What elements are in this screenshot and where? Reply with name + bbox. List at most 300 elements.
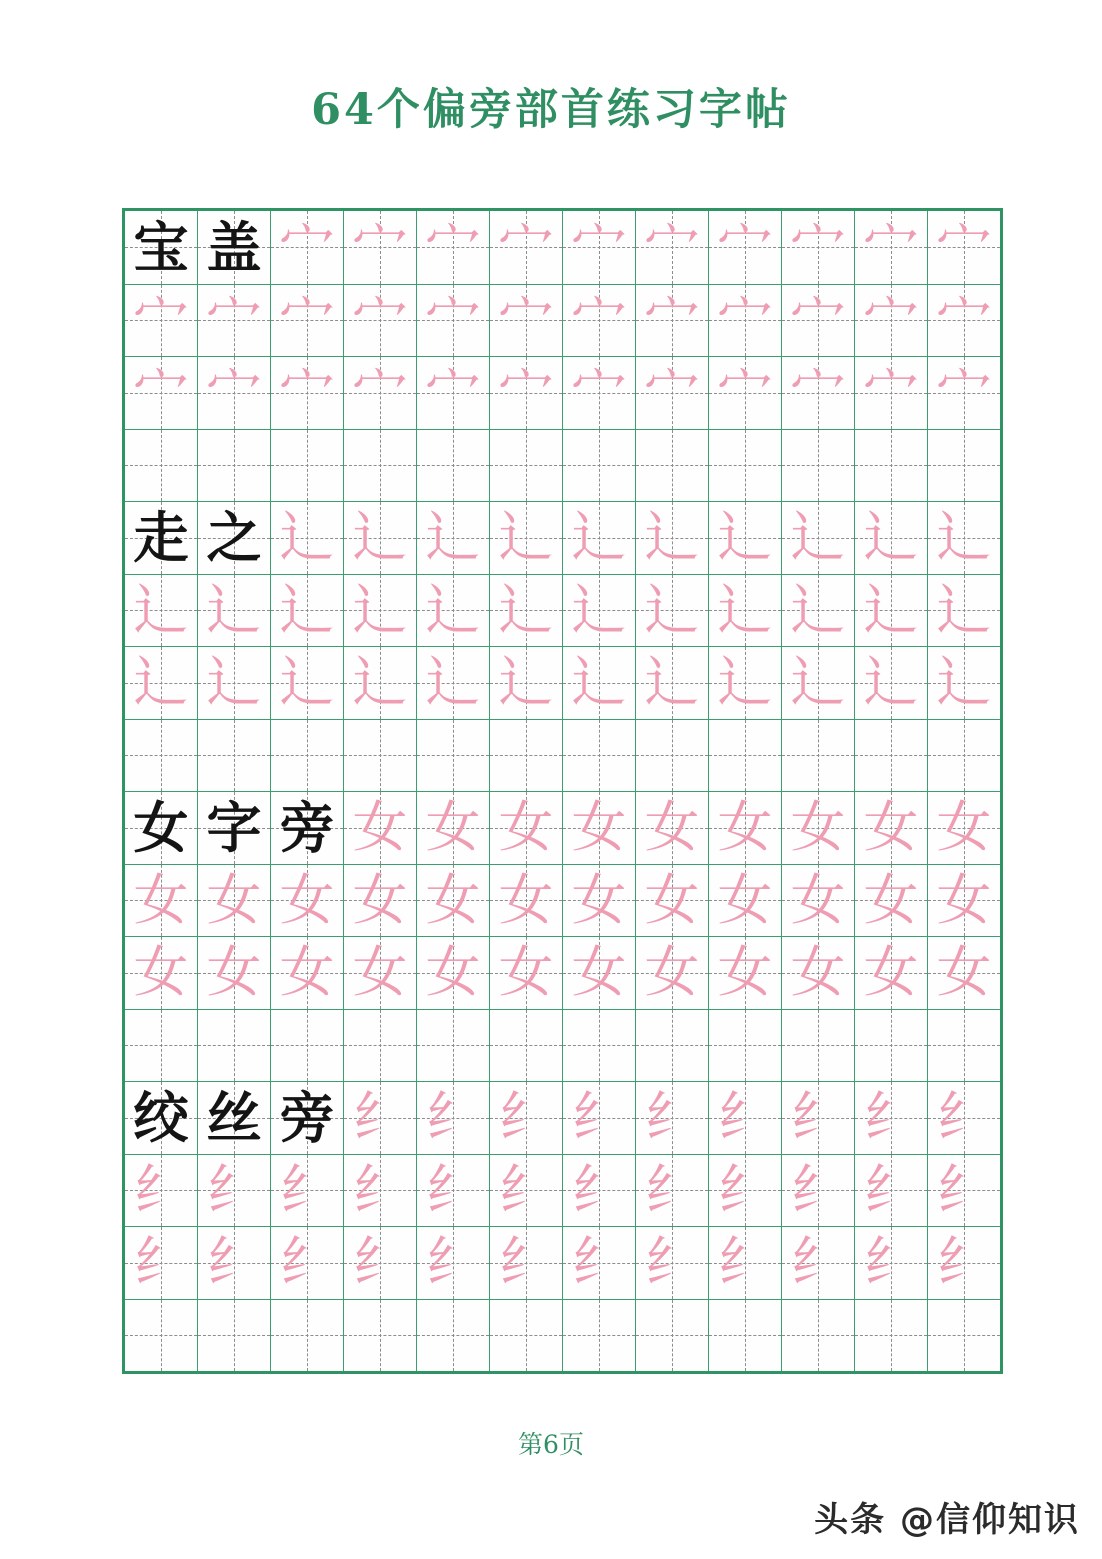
grid-cell-trace-bao-gai	[635, 211, 708, 284]
grid-cell-empty	[635, 720, 708, 792]
grid-cell-empty	[854, 1010, 927, 1082]
trace-character: 宀	[571, 287, 627, 352]
trace-character: 辶	[790, 650, 846, 715]
trace-character: 女	[425, 795, 481, 860]
grid-cell-empty	[270, 1300, 343, 1372]
grid-cell-trace-jiao-si-pang	[416, 1082, 489, 1154]
page-title: 64个偏旁部首练习字帖	[311, 85, 791, 135]
trace-character: 女	[279, 867, 335, 932]
grid-cell-trace-nv-zi-pang	[125, 865, 197, 937]
trace-character: 辶	[498, 505, 554, 570]
trace-character: 辶	[644, 650, 700, 715]
trace-character: 纟	[498, 1157, 554, 1222]
grid-cell-trace-jiao-si-pang	[927, 1227, 1000, 1299]
trace-character: 女	[498, 940, 554, 1005]
trace-character: 宀	[790, 287, 846, 352]
trace-character: 辶	[352, 650, 408, 715]
grid-cell-trace-nv-zi-pang	[927, 937, 1000, 1009]
grid-cell-empty	[708, 430, 781, 502]
trace-character: 纟	[425, 1157, 481, 1222]
trace-character: 纟	[352, 1157, 408, 1222]
trace-character: 纟	[790, 1230, 846, 1295]
grid-cell-empty	[781, 430, 854, 502]
grid-cell-trace-bao-gai	[927, 211, 1000, 284]
grid-cell-trace-zou-zhi	[635, 502, 708, 574]
grid-cell-trace-zou-zhi	[416, 575, 489, 647]
grid-cell-label-zou-zhi	[125, 502, 197, 574]
trace-character: 女	[133, 940, 189, 1005]
trace-character: 辶	[644, 577, 700, 642]
grid-cell-empty	[270, 1010, 343, 1082]
grid-cell-trace-bao-gai	[708, 357, 781, 429]
trace-character: 纟	[863, 1085, 919, 1150]
grid-cell-trace-jiao-si-pang	[635, 1155, 708, 1227]
trace-character: 纟	[498, 1085, 554, 1150]
grid-cell-trace-bao-gai	[708, 285, 781, 357]
grid-cell-trace-nv-zi-pang	[343, 865, 416, 937]
grid-cell-trace-nv-zi-pang	[343, 937, 416, 1009]
trace-character: 纟	[571, 1157, 627, 1222]
trace-character: 纟	[352, 1085, 408, 1150]
grid-cell-trace-bao-gai	[489, 285, 562, 357]
grid-cell-trace-nv-zi-pang	[708, 865, 781, 937]
trace-character: 辶	[279, 577, 335, 642]
trace-character: 宀	[717, 214, 773, 279]
trace-character: 宀	[790, 360, 846, 425]
trace-character: 辶	[571, 505, 627, 570]
grid-cell-empty	[489, 1300, 562, 1372]
grid-cell-empty	[562, 430, 635, 502]
trace-character: 纟	[863, 1157, 919, 1222]
grid-cell-empty	[125, 720, 197, 792]
grid-cell-trace-nv-zi-pang	[635, 792, 708, 864]
grid-row	[125, 1081, 1000, 1154]
trace-character: 宀	[352, 360, 408, 425]
grid-cell-trace-bao-gai	[781, 211, 854, 284]
label-character: 旁	[279, 1085, 335, 1151]
trace-character: 女	[206, 940, 262, 1005]
trace-character: 纟	[571, 1085, 627, 1150]
trace-character: 女	[936, 795, 992, 860]
grid-cell-trace-bao-gai	[781, 357, 854, 429]
trace-character: 辶	[425, 577, 481, 642]
grid-cell-empty	[489, 1010, 562, 1082]
trace-character: 宀	[571, 214, 627, 279]
grid-cell-trace-jiao-si-pang	[708, 1082, 781, 1154]
trace-character: 宀	[644, 360, 700, 425]
grid-cell-trace-zou-zhi	[635, 575, 708, 647]
grid-cell-trace-nv-zi-pang	[416, 937, 489, 1009]
trace-character: 辶	[352, 505, 408, 570]
grid-cell-empty	[343, 1010, 416, 1082]
grid-cell-trace-bao-gai	[489, 211, 562, 284]
trace-character: 女	[498, 867, 554, 932]
trace-character: 辶	[717, 650, 773, 715]
trace-character: 辶	[790, 577, 846, 642]
grid-cell-trace-bao-gai	[562, 357, 635, 429]
grid-cell-trace-zou-zhi	[416, 647, 489, 719]
grid-cell-trace-jiao-si-pang	[781, 1227, 854, 1299]
grid-cell-trace-bao-gai	[343, 285, 416, 357]
grid-cell-trace-jiao-si-pang	[781, 1082, 854, 1154]
grid-cell-trace-bao-gai	[270, 357, 343, 429]
trace-character: 辶	[425, 505, 481, 570]
grid-cell-empty	[854, 1300, 927, 1372]
grid-cell-trace-zou-zhi	[562, 647, 635, 719]
grid-cell-empty	[781, 1010, 854, 1082]
trace-character: 纟	[717, 1230, 773, 1295]
grid-cell-trace-zou-zhi	[927, 647, 1000, 719]
trace-character: 辶	[936, 505, 992, 570]
grid-cell-trace-bao-gai	[416, 357, 489, 429]
grid-cell-trace-jiao-si-pang	[854, 1155, 927, 1227]
trace-character: 宀	[206, 360, 262, 425]
grid-row	[125, 284, 1000, 357]
trace-character: 辶	[717, 577, 773, 642]
grid-cell-trace-zou-zhi	[343, 502, 416, 574]
trace-character: 辶	[863, 650, 919, 715]
trace-character: 纟	[936, 1085, 992, 1150]
grid-cell-trace-nv-zi-pang	[489, 792, 562, 864]
trace-character: 宀	[498, 287, 554, 352]
trace-character: 纟	[717, 1157, 773, 1222]
grid-cell-trace-bao-gai	[125, 357, 197, 429]
grid-cell-trace-jiao-si-pang	[708, 1155, 781, 1227]
grid-cell-empty	[197, 720, 270, 792]
grid-cell-empty	[416, 1300, 489, 1372]
grid-cell-empty	[489, 430, 562, 502]
grid-cell-trace-bao-gai	[197, 357, 270, 429]
grid-cell-trace-nv-zi-pang	[489, 937, 562, 1009]
grid-cell-trace-nv-zi-pang	[197, 865, 270, 937]
trace-character: 女	[717, 795, 773, 860]
grid-cell-empty	[854, 430, 927, 502]
trace-character: 纟	[936, 1157, 992, 1222]
label-character: 绞	[133, 1085, 189, 1151]
trace-character: 纟	[206, 1230, 262, 1295]
trace-character: 女	[571, 940, 627, 1005]
grid-cell-trace-jiao-si-pang	[489, 1227, 562, 1299]
grid-cell-empty	[489, 720, 562, 792]
grid-row	[125, 646, 1000, 719]
grid-cell-trace-jiao-si-pang	[197, 1155, 270, 1227]
grid-cell-label-nv-zi-pang	[125, 792, 197, 864]
trace-character: 辶	[279, 505, 335, 570]
grid-row	[125, 864, 1000, 937]
label-character: 之	[206, 505, 262, 571]
grid-row	[125, 356, 1000, 429]
grid-cell-trace-bao-gai	[562, 285, 635, 357]
trace-character: 纟	[352, 1230, 408, 1295]
grid-row	[125, 429, 1000, 502]
grid-cell-trace-bao-gai	[562, 211, 635, 284]
grid-cell-trace-jiao-si-pang	[270, 1155, 343, 1227]
trace-character: 女	[644, 867, 700, 932]
grid-cell-trace-jiao-si-pang	[927, 1082, 1000, 1154]
grid-cell-empty	[416, 1010, 489, 1082]
trace-character: 宀	[936, 360, 992, 425]
grid-cell-label-bao-gai	[197, 211, 270, 284]
grid-cell-empty	[197, 430, 270, 502]
watermark: 头条 @信仰知识	[814, 1500, 1080, 1540]
grid-cell-trace-nv-zi-pang	[270, 937, 343, 1009]
grid-cell-trace-bao-gai	[125, 285, 197, 357]
grid-cell-trace-nv-zi-pang	[416, 792, 489, 864]
grid-cell-trace-jiao-si-pang	[125, 1227, 197, 1299]
grid-row	[125, 936, 1000, 1009]
grid-cell-trace-nv-zi-pang	[927, 792, 1000, 864]
grid-cell-label-jiao-si-pang	[270, 1082, 343, 1154]
grid-cell-empty	[708, 1300, 781, 1372]
trace-character: 女	[352, 795, 408, 860]
trace-character: 辶	[863, 505, 919, 570]
trace-character: 宀	[644, 287, 700, 352]
trace-character: 女	[717, 940, 773, 1005]
trace-character: 辶	[717, 505, 773, 570]
grid-cell-trace-bao-gai	[197, 285, 270, 357]
grid-cell-trace-bao-gai	[781, 285, 854, 357]
trace-character: 纟	[644, 1157, 700, 1222]
trace-character: 纟	[279, 1157, 335, 1222]
trace-character: 女	[717, 867, 773, 932]
grid-cell-trace-jiao-si-pang	[854, 1227, 927, 1299]
grid-cell-trace-zou-zhi	[125, 575, 197, 647]
trace-character: 女	[279, 940, 335, 1005]
grid-cell-label-nv-zi-pang	[197, 792, 270, 864]
grid-cell-trace-zou-zhi	[270, 647, 343, 719]
grid-cell-trace-jiao-si-pang	[416, 1155, 489, 1227]
grid-cell-trace-zou-zhi	[854, 575, 927, 647]
grid-cell-empty	[635, 1010, 708, 1082]
grid-cell-trace-nv-zi-pang	[635, 865, 708, 937]
grid-cell-trace-jiao-si-pang	[343, 1082, 416, 1154]
trace-character: 辶	[498, 577, 554, 642]
grid-cell-empty	[781, 1300, 854, 1372]
trace-character: 纟	[936, 1230, 992, 1295]
trace-character: 女	[644, 940, 700, 1005]
grid-cell-trace-nv-zi-pang	[708, 792, 781, 864]
grid-cell-label-jiao-si-pang	[197, 1082, 270, 1154]
trace-character: 辶	[206, 650, 262, 715]
trace-character: 纟	[644, 1230, 700, 1295]
grid-cell-trace-zou-zhi	[781, 575, 854, 647]
trace-character: 女	[790, 795, 846, 860]
grid-cell-empty	[197, 1300, 270, 1372]
grid-cell-trace-zou-zhi	[416, 502, 489, 574]
grid-cell-trace-nv-zi-pang	[781, 937, 854, 1009]
grid-cell-empty	[562, 1010, 635, 1082]
grid-row	[125, 1154, 1000, 1227]
trace-character: 纟	[644, 1085, 700, 1150]
grid-cell-trace-bao-gai	[927, 285, 1000, 357]
trace-character: 宀	[644, 214, 700, 279]
grid-cell-trace-jiao-si-pang	[343, 1155, 416, 1227]
grid-cell-trace-nv-zi-pang	[854, 937, 927, 1009]
trace-character: 纟	[498, 1230, 554, 1295]
trace-character: 女	[644, 795, 700, 860]
grid-cell-trace-bao-gai	[927, 357, 1000, 429]
trace-character: 宀	[498, 360, 554, 425]
grid-cell-trace-zou-zhi	[562, 502, 635, 574]
grid-cell-empty	[635, 1300, 708, 1372]
trace-character: 宀	[206, 287, 262, 352]
grid-cell-empty	[125, 1300, 197, 1372]
grid-cell-trace-zou-zhi	[562, 575, 635, 647]
trace-character: 纟	[425, 1230, 481, 1295]
trace-character: 宀	[863, 214, 919, 279]
trace-character: 辶	[571, 577, 627, 642]
trace-character: 女	[425, 940, 481, 1005]
page-number: 第6页	[518, 1430, 584, 1459]
trace-character: 女	[863, 795, 919, 860]
trace-character: 宀	[936, 287, 992, 352]
trace-character: 女	[498, 795, 554, 860]
grid-cell-trace-nv-zi-pang	[197, 937, 270, 1009]
grid-cell-trace-jiao-si-pang	[343, 1227, 416, 1299]
grid-cell-trace-zou-zhi	[708, 502, 781, 574]
grid-cell-empty	[562, 720, 635, 792]
grid-cell-empty	[343, 720, 416, 792]
trace-character: 辶	[352, 577, 408, 642]
trace-character: 纟	[790, 1157, 846, 1222]
grid-cell-trace-nv-zi-pang	[489, 865, 562, 937]
trace-character: 宀	[571, 360, 627, 425]
trace-character: 纟	[133, 1157, 189, 1222]
grid-cell-trace-jiao-si-pang	[416, 1227, 489, 1299]
grid-cell-trace-jiao-si-pang	[562, 1227, 635, 1299]
trace-character: 辶	[133, 650, 189, 715]
grid-cell-trace-bao-gai	[416, 211, 489, 284]
label-character: 走	[133, 505, 189, 571]
grid-row	[125, 791, 1000, 864]
grid-cell-trace-zou-zhi	[708, 647, 781, 719]
grid-cell-trace-zou-zhi	[635, 647, 708, 719]
grid-cell-label-jiao-si-pang	[125, 1082, 197, 1154]
grid-cell-empty	[343, 1300, 416, 1372]
label-character: 宝	[133, 214, 189, 280]
grid-cell-trace-bao-gai	[343, 211, 416, 284]
grid-cell-empty	[125, 430, 197, 502]
grid-cell-trace-zou-zhi	[343, 575, 416, 647]
trace-character: 女	[790, 940, 846, 1005]
label-character: 丝	[206, 1085, 262, 1151]
trace-character: 辶	[790, 505, 846, 570]
label-character: 盖	[206, 214, 262, 280]
trace-character: 纟	[790, 1085, 846, 1150]
grid-cell-trace-jiao-si-pang	[635, 1082, 708, 1154]
grid-cell-empty	[270, 720, 343, 792]
trace-character: 宀	[863, 360, 919, 425]
grid-cell-trace-jiao-si-pang	[927, 1155, 1000, 1227]
grid-cell-trace-bao-gai	[854, 211, 927, 284]
trace-character: 女	[571, 795, 627, 860]
grid-row	[125, 211, 1000, 284]
grid-cell-empty	[708, 1010, 781, 1082]
label-character: 旁	[279, 795, 335, 861]
grid-cell-trace-jiao-si-pang	[562, 1082, 635, 1154]
grid-cell-trace-zou-zhi	[927, 502, 1000, 574]
trace-character: 辶	[936, 650, 992, 715]
grid-cell-trace-jiao-si-pang	[562, 1155, 635, 1227]
grid-cell-label-bao-gai	[125, 211, 197, 284]
trace-character: 辶	[279, 650, 335, 715]
label-character: 女	[133, 795, 189, 861]
trace-character: 女	[352, 867, 408, 932]
grid-cell-trace-zou-zhi	[197, 575, 270, 647]
grid-cell-trace-jiao-si-pang	[489, 1155, 562, 1227]
trace-character: 纟	[717, 1085, 773, 1150]
grid-cell-trace-bao-gai	[416, 285, 489, 357]
grid-cell-empty	[416, 720, 489, 792]
grid-row	[125, 1226, 1000, 1299]
grid-cell-trace-nv-zi-pang	[562, 792, 635, 864]
grid-cell-trace-bao-gai	[343, 357, 416, 429]
label-character: 字	[206, 795, 262, 861]
trace-character: 辶	[644, 505, 700, 570]
grid-cell-trace-zou-zhi	[489, 502, 562, 574]
grid-cell-trace-zou-zhi	[489, 647, 562, 719]
grid-cell-trace-zou-zhi	[781, 647, 854, 719]
trace-character: 纟	[206, 1157, 262, 1222]
grid-cell-trace-bao-gai	[708, 211, 781, 284]
trace-character: 女	[936, 940, 992, 1005]
grid-row	[125, 719, 1000, 792]
grid-cell-trace-zou-zhi	[708, 575, 781, 647]
grid-cell-empty	[781, 720, 854, 792]
grid-row	[125, 1009, 1000, 1082]
grid-cell-trace-bao-gai	[635, 285, 708, 357]
trace-character: 宀	[717, 360, 773, 425]
grid-cell-empty	[854, 720, 927, 792]
grid-cell-empty	[927, 430, 1000, 502]
grid-cell-empty	[708, 720, 781, 792]
grid-cell-trace-bao-gai	[270, 211, 343, 284]
grid-cell-label-nv-zi-pang	[270, 792, 343, 864]
trace-character: 辶	[133, 577, 189, 642]
grid-cell-trace-nv-zi-pang	[343, 792, 416, 864]
grid-cell-trace-jiao-si-pang	[125, 1155, 197, 1227]
grid-row	[125, 501, 1000, 574]
grid-cell-trace-nv-zi-pang	[125, 937, 197, 1009]
grid-cell-trace-bao-gai	[270, 285, 343, 357]
grid-cell-empty	[270, 430, 343, 502]
trace-character: 纟	[425, 1085, 481, 1150]
grid-cell-trace-bao-gai	[854, 357, 927, 429]
grid-cell-trace-nv-zi-pang	[708, 937, 781, 1009]
grid-cell-empty	[927, 720, 1000, 792]
grid-cell-trace-nv-zi-pang	[562, 865, 635, 937]
grid-cell-empty	[927, 1300, 1000, 1372]
grid-cell-empty	[635, 430, 708, 502]
grid-cell-trace-zou-zhi	[854, 647, 927, 719]
grid-cell-trace-nv-zi-pang	[854, 865, 927, 937]
trace-character: 女	[206, 867, 262, 932]
trace-character: 辶	[425, 650, 481, 715]
grid-cell-empty	[562, 1300, 635, 1372]
trace-character: 宀	[936, 214, 992, 279]
grid-cell-trace-zou-zhi	[125, 647, 197, 719]
grid-cell-trace-jiao-si-pang	[197, 1227, 270, 1299]
grid-cell-trace-nv-zi-pang	[781, 792, 854, 864]
trace-character: 宀	[133, 287, 189, 352]
trace-character: 辶	[863, 577, 919, 642]
grid-cell-empty	[416, 430, 489, 502]
trace-character: 辶	[936, 577, 992, 642]
grid-cell-trace-bao-gai	[854, 285, 927, 357]
grid-cell-trace-zou-zhi	[270, 575, 343, 647]
trace-character: 女	[425, 867, 481, 932]
trace-character: 女	[133, 867, 189, 932]
